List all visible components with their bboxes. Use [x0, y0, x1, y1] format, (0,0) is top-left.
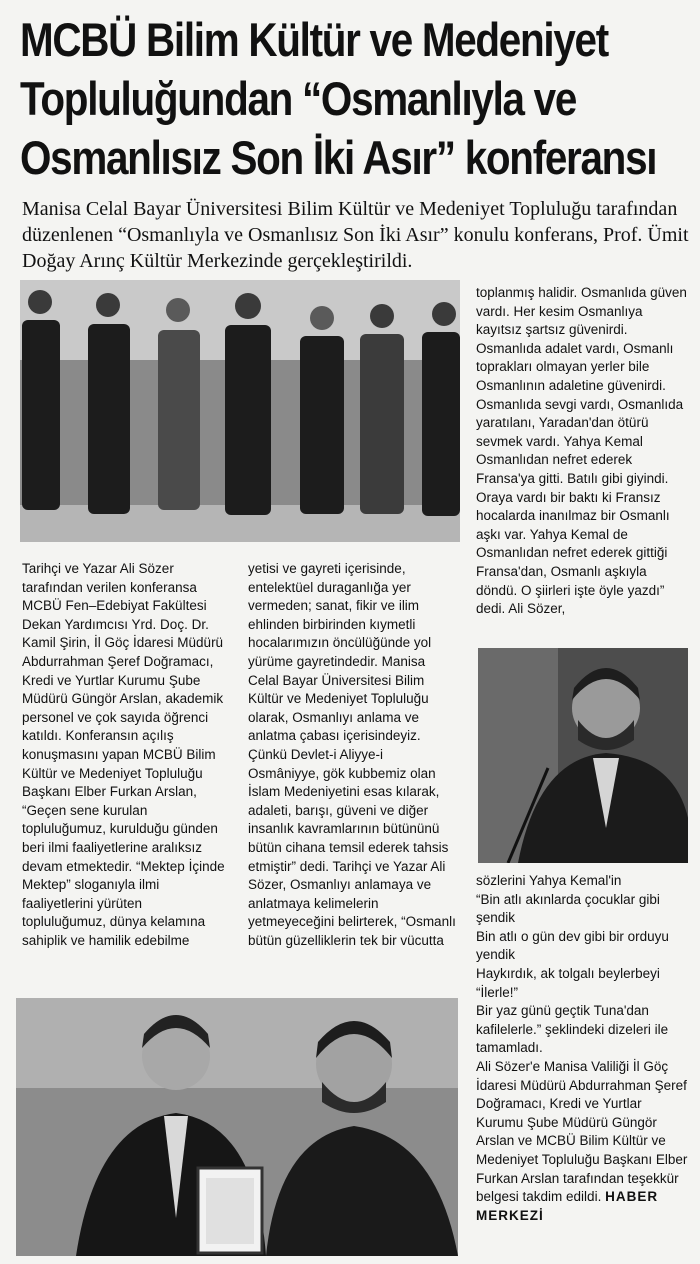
poem-line-2: Bin atlı o gün dev gibi bir orduyu yendik [476, 928, 669, 963]
poem-line-4: Bir yaz günü geçtik Tuna'dan kafilelerle.” şeklindeki dizeleri ile tamamladı. [476, 1003, 669, 1056]
column-1 [22, 560, 228, 950]
column-1-text: Tarihçi ve Yazar Ali Sözer tarafından verilen konferansa MCBÜ Fen–Edebiyat Fakültesi Dekan Yardımcısı Yrd. Doç. Dr. Kamil Şirin, İl Göç İdaresi Müdürü Abdurrahman Şeref Doğramacı, Kredi ve Yurtlar Kurumu Şube Müdürü Güngör Arslan, akademik personel ve çok sayıda öğrenci katıldı. Konferansın açılış konuşmasını yapan MCBÜ Bilim Kültür ve Medeniyet Topluluğu Başkanı Elber Furkan Arslan, “Geçen sene kurulan topluluğumuz, kurulduğu günden beri ilmi faaliyetlerine aralıksız devam etmektedir. “Mektep İçinde Mektep” sloganıyla ilmi faaliyetlerini yürüten topluluğumuz, dünya kelamına sahiplik ve hamilik edebilme [22, 561, 225, 948]
poem-line-1: “Bin atlı akınlarda çocuklar gibi şendik [476, 891, 660, 926]
column-3-intro: sözlerini Yahya Kemal'in [476, 873, 622, 888]
lead-paragraph: Manisa Celal Bayar Üniversitesi Bilim Kültür ve Medeniyet Topluluğu tarafından düzenlenen “Osmanlıyla ve Osmanlısız Son İki Asır” konulu konferans, Prof. Ümit Doğay Arınç Kültür Merkezinde gerçekleştirildi. [22, 198, 689, 272]
column-3-bottom-text: Ali Sözer'e Manisa Valiliği İl Göç İdaresi Müdürü Abdurrahman Şeref Doğramacı, Kredi ve Yurtlar Kurumu Şube Müdürü Güngör Arslan ve MCBÜ Bilim Kültür ve Medeniyet Topluluğu Başkanı Elber Furkan Arslan tarafından teşekkür belgesi takdim edildi. [476, 1058, 688, 1205]
signature: HABER MERKEZİ [476, 1189, 659, 1223]
speaker-photo [478, 648, 688, 863]
headline-line-3: Osmanlısız Son İki Asır” konferansı [20, 131, 657, 184]
column-3-top-text: toplanmış halidir. Osmanlıda güven vardı. Her kesim Osmanlıya kayıtsız şartsız güvenirdi. Osmanlıda adalet vardı, Osmanlı toprakları olmayan yerler bile Osmanlının adaletine güvenirdi. Osmanlıda sevgi vardı, Osmanlıda yaratılanı, Yaradan'dan ötürü sevmek vardı. Yahya Kemal Osmanlıdan nefret ederek Fransa'ya gitti. Batılı gibi giyindi. Oraya vardı bir baktı ki Fransız hocalarda inanılmaz bir Osmanlı aşkı var. Yahya Kemal de Osmanlıdan nefret ederek gittiği Fransa'dan, Osmanlı aşkıyla döndü. O şiirleri işte öyle yazdı” dedi. Ali Sözer, [476, 285, 687, 617]
headline-line-2: Topluluğundan “Osmanlıyla ve [20, 72, 577, 125]
column-3-bottom [476, 872, 690, 1225]
headline [20, 10, 699, 187]
column-3-top [476, 284, 690, 619]
column-2-text: yetisi ve gayreti içerisinde, entelektüel duraganlığa yer vermeden; sanat, fikir ve ilim ehlinden birbirinden kıymetli hocalarımızın öncülüğünde yol yürüme gayretindedir. Manisa Celal Bayar Üniversitesi Bilim Kültür ve Medeniyet Topluluğu olarak, Osmanlıyı anlama ve anlatma çabası içerisindeyiz. Çünkü Devlet-i Aliyye-i Osmâniyye, gök kubbemiz olan İslam Medeniyetini esas kılarak, adaleti, barışı, güveni ve diğer insanlık kavramlarının bütününü bütün cihana temsil ederek tahsis etmiştir” dedi. Tarihçi ve Yazar Ali Sözer, Osmanlıyı anlamaya ve anlatmaya kelimelerin yetmeyeceğini belirterek, “Osmanlı bütün güzelliklerin tek bir vücutta [248, 561, 456, 948]
award-photo [16, 998, 458, 1256]
column-2 [248, 560, 458, 950]
headline-line-1: MCBÜ Bilim Kültür ve Medeniyet [20, 13, 608, 66]
poem-line-3: Haykırdık, ak tolgalı beylerbeyi “İlerle!” [476, 965, 660, 1000]
group-photo [20, 280, 460, 542]
